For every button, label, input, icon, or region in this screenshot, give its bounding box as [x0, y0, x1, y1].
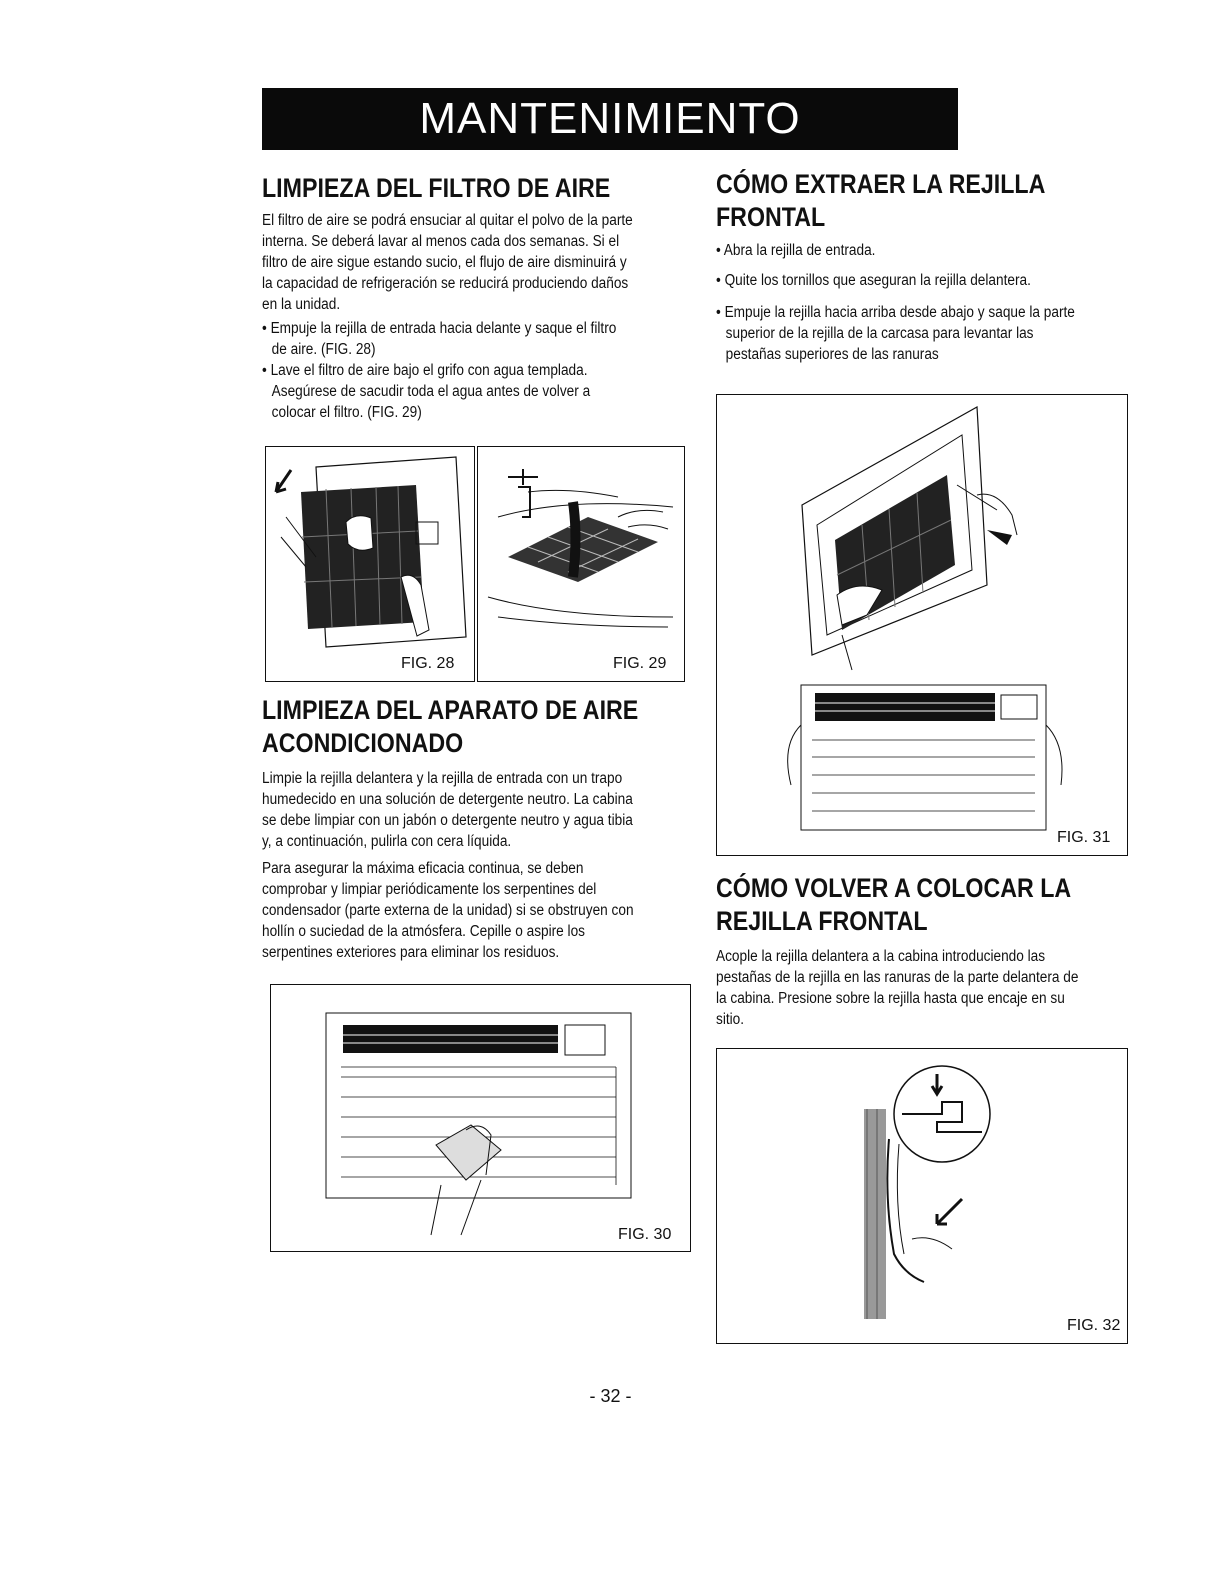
page-banner: MANTENIMIENTO — [262, 88, 958, 150]
extract-bullet-3: • Empuje la rejilla hacia arriba desde abajo y saque la parte superior de la rejilla de la carcasa para levantar las pestañas superiores de las ranuras — [716, 304, 1075, 363]
fig29-drawing — [478, 447, 683, 680]
ac-paragraph-2: Para asegurar la máxima eficacia continua, se deben comprobar y limpiar periódicamente los serpentines del condensador (parte externa de la unidad) si se obstruyen con hollín o suciedad de la atmósfera. Cepille o aspire los serpentines exteriores para eliminar los residuos. — [262, 860, 634, 961]
fig32-label: FIG. 32 — [1067, 1317, 1121, 1334]
reinstall-paragraph: Acople la rejilla delantera a la cabina introduciendo las pestañas de la rejilla en las ranuras de la parte delantera de la cabina. Presione sobre la rejilla hasta que encaje en su sitio. — [716, 948, 1079, 1028]
fig32-illustration — [716, 1048, 1128, 1344]
fig28-drawing — [266, 447, 473, 680]
page-number: - 32 - — [589, 1386, 632, 1406]
fig29-label: FIG. 29 — [613, 655, 667, 672]
fig28-label: FIG. 28 — [401, 655, 455, 672]
filter-bullet-2: • Lave el filtro de aire bajo el grifo con agua templada. Asegúrese de sacudir toda el agua antes de volver a colocar el filtro. (FIG. 29) — [262, 362, 591, 421]
fig28-illustration — [265, 446, 475, 682]
extract-heading-line1: CÓMO EXTRAER LA REJILLA — [716, 169, 1046, 199]
fig31-drawing — [717, 395, 1126, 854]
ac-heading-line1: LIMPIEZA DEL APARATO DE AIRE — [262, 695, 639, 725]
fig31-label: FIG. 31 — [1057, 829, 1111, 846]
fig30-drawing — [271, 985, 689, 1250]
extract-heading-line2: FRONTAL — [716, 202, 826, 232]
reinstall-heading-line1: CÓMO VOLVER A COLOCAR LA — [716, 873, 1072, 903]
fig32-drawing — [717, 1049, 1126, 1342]
filter-bullet-1: • Empuje la rejilla de entrada hacia delante y saque el filtro de aire. (FIG. 28) — [262, 320, 617, 358]
fig31-illustration — [716, 394, 1128, 856]
reinstall-heading-line2: REJILLA FRONTAL — [716, 906, 928, 936]
fig30-label: FIG. 30 — [618, 1226, 672, 1243]
extract-bullet-2: • Quite los tornillos que aseguran la rejilla delantera. — [716, 272, 1031, 289]
ac-heading-line2: ACONDICIONADO — [262, 728, 464, 758]
fig30-illustration — [270, 984, 691, 1252]
filter-intro: El filtro de aire se podrá ensuciar al quitar el polvo de la parte interna. Se deberá lavar al menos cada dos semanas. Si el filtro de aire sigue estando sucio, el flujo de aire disminuirá y la capacidad de refrigeración se reducirá produciendo daños en la unidad. — [262, 212, 633, 313]
extract-bullet-1: • Abra la rejilla de entrada. — [716, 242, 876, 259]
ac-paragraph-1: Limpie la rejilla delantera y la rejilla de entrada con un trapo humedecido en una solución de detergente neutro. La cabina se debe limpiar con un jabón o detergente neutro y agua tibia y, a continuación, pulirla con cera líquida. — [262, 770, 633, 850]
fig29-illustration — [477, 446, 685, 682]
filter-heading: LIMPIEZA DEL FILTRO DE AIRE — [262, 173, 611, 203]
